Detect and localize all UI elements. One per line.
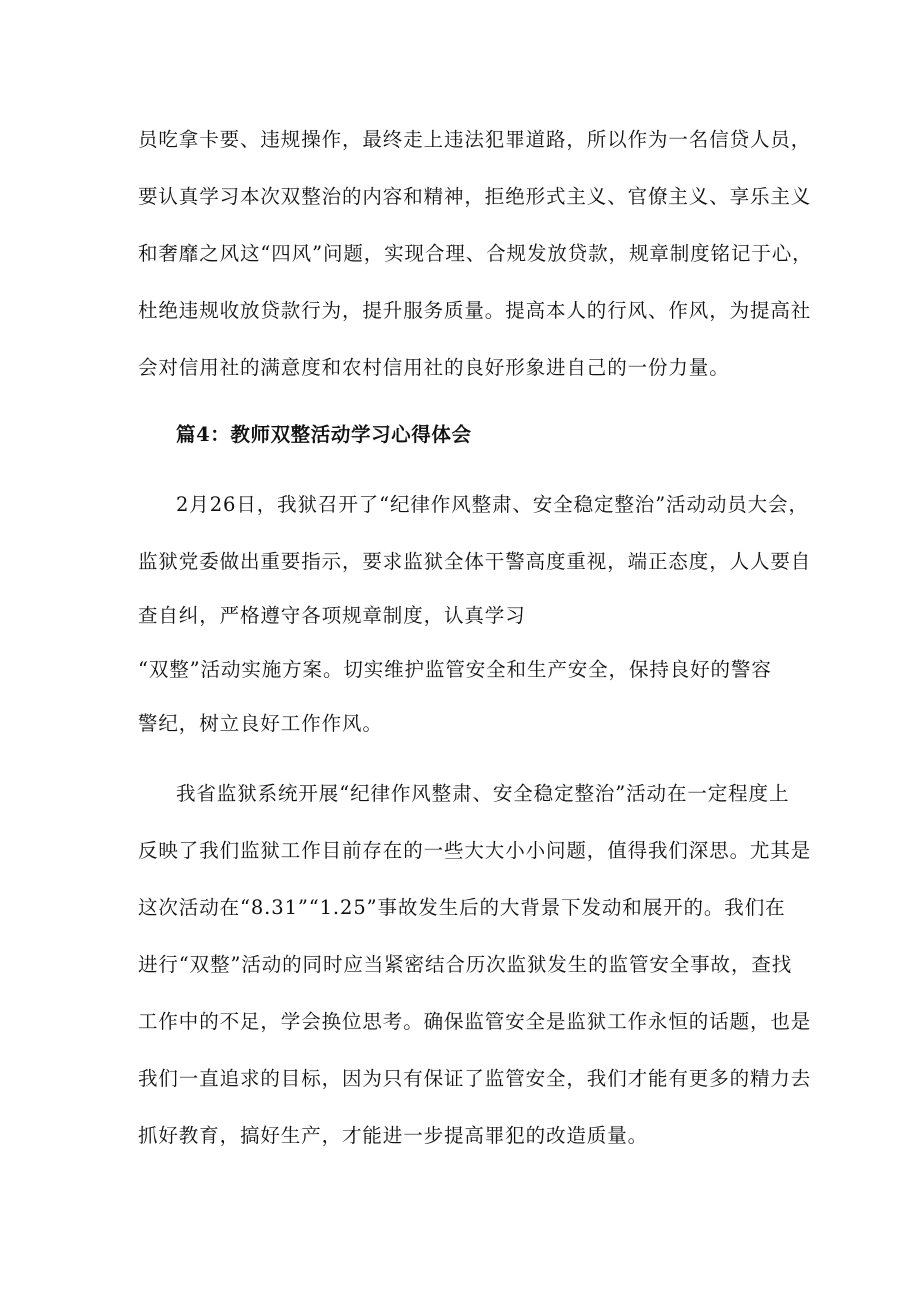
paragraph-1-line-3: 和奢靡之风这“四风”问题，实现合理、合规发放贷款，规章制度铭记于心， bbox=[138, 242, 813, 265]
paragraph-3-line-5: 工作中的不足，学会换位思考。确保监管安全是监狱工作永恒的话题，也是 bbox=[138, 1010, 812, 1033]
paragraph-2-line-1: 2月26日，我狱召开了“纪律作风整肃、安全稳定整治”活动动员大会， bbox=[176, 493, 809, 516]
paragraph-2-line-4: “双整”活动实施方案。切实维护监管安全和生产安全，保持良好的警容 bbox=[138, 658, 772, 681]
paragraph-3-line-1: 我省监狱系统开展“纪律作风整肃、安全稳定整治”活动在一定程度上 bbox=[176, 782, 790, 805]
paragraph-2-line-5: 警纪，树立良好工作作风。 bbox=[138, 712, 383, 735]
paragraph-2-line-2: 监狱党委做出重要指示，要求监狱全体干警高度重视，端正态度，人人要自 bbox=[138, 550, 812, 573]
paragraph-1-line-2: 要认真学习本次双整治的内容和精神，拒绝形式主义、官僚主义、享乐主义 bbox=[138, 185, 812, 208]
paragraph-1-line-1: 员吃拿卡要、违规操作，最终走上违法犯罪道路，所以作为一名信贷人员， bbox=[138, 128, 812, 151]
paragraph-3-line-2: 反映了我们监狱工作目前存在的一些大大小小问题，值得我们深思。尤其是 bbox=[138, 839, 812, 862]
paragraph-3-line-3: 这次活动在“8.31”“1.25”事故发生后的大背景下发动和展开的。我们在 bbox=[138, 896, 786, 919]
paragraph-3-line-6: 我们一直追求的目标，因为只有保证了监管安全，我们才能有更多的精力去 bbox=[138, 1067, 812, 1090]
paragraph-2-line-3: 查自纠，严格遵守各项规章制度，认真学习 bbox=[138, 604, 526, 627]
paragraph-3-line-7: 抓好教育，搞好生产，才能进一步提高罪犯的改造质量。 bbox=[138, 1124, 649, 1147]
paragraph-3-line-4: 进行“双整”活动的同时应当紧密结合历次监狱发生的监管安全事故，查找 bbox=[138, 953, 793, 976]
paragraph-1-line-4: 杜绝违规收放贷款行为，提升服务质量。提高本人的行风、作风，为提高社 bbox=[138, 299, 812, 322]
section-heading: 篇4：教师双整活动学习心得体会 bbox=[176, 423, 472, 446]
paragraph-1-line-5: 会对信用社的满意度和农村信用社的良好形象进自己的一份力量。 bbox=[138, 356, 730, 379]
